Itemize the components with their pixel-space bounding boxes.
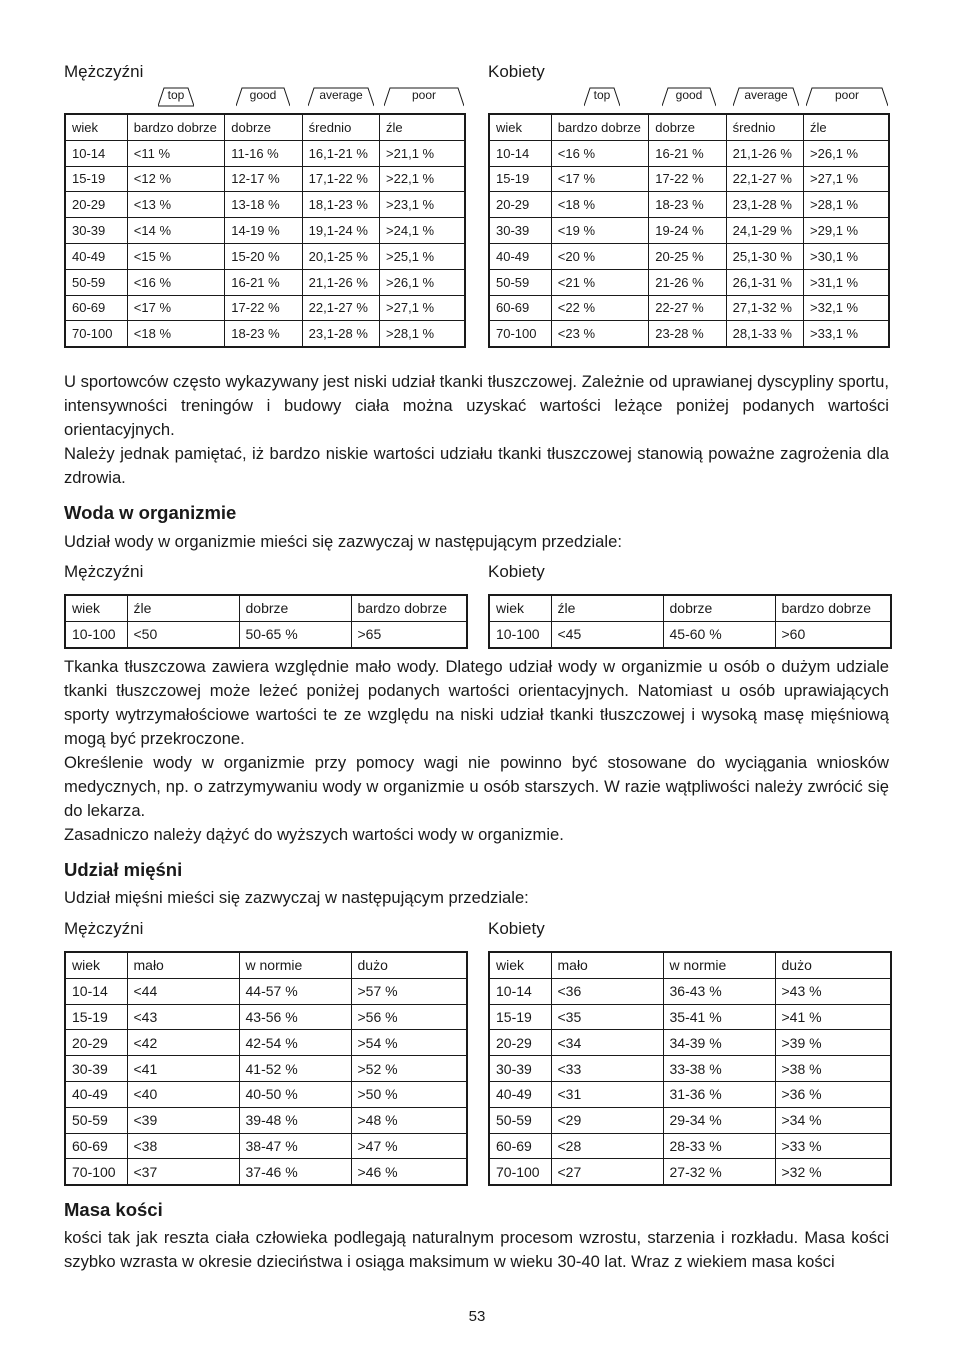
table-cell: 41-52 % — [239, 1056, 351, 1082]
table-cell: >31,1 % — [804, 269, 889, 295]
table-row — [65, 1159, 467, 1185]
table-row — [489, 243, 889, 269]
men-label: Mężczyźni — [64, 62, 144, 81]
column-header: w normie — [663, 952, 775, 978]
table-cell: 30-39 — [65, 218, 127, 244]
table-cell: 14-19 % — [225, 218, 302, 244]
table-cell: <35 — [551, 1004, 663, 1030]
table-cell: 19-24 % — [649, 218, 726, 244]
fat-women-rating-tabs — [488, 87, 890, 109]
muscle-men-label: Mężczyźni — [64, 919, 144, 938]
table-header-row — [65, 114, 465, 140]
water-men-label: Mężczyźni — [64, 562, 144, 581]
page-number: 53 — [468, 1308, 486, 1325]
table-header-row — [489, 114, 889, 140]
table-cell: 36-43 % — [663, 978, 775, 1004]
body-fat-men-table — [64, 113, 466, 348]
table-cell: 18,1-23 % — [302, 192, 379, 218]
table-cell: 27-32 % — [663, 1159, 775, 1185]
table-row — [489, 1159, 891, 1185]
water-men-table — [64, 594, 468, 649]
table-cell: >39 % — [775, 1030, 891, 1056]
table-cell: 60-69 — [489, 1133, 551, 1159]
table-cell: <36 — [551, 978, 663, 1004]
table-cell: <37 — [127, 1159, 239, 1185]
table-row — [65, 192, 465, 218]
table-cell: 28,1-33 % — [726, 321, 803, 347]
table-cell: <12 % — [127, 166, 224, 192]
table-cell: <14 % — [127, 218, 224, 244]
muscle-intro: Udział mięśni mieści się zazwyczaj w następującym przedziale: — [64, 888, 529, 907]
tab-good-label: good — [675, 88, 703, 102]
table-cell: >43 % — [775, 978, 891, 1004]
table-cell: 38-47 % — [239, 1133, 351, 1159]
table-cell: 20-29 — [65, 1030, 127, 1056]
table-row — [65, 1056, 467, 1082]
table-cell: >48 % — [351, 1107, 467, 1133]
body-fat-women-table — [488, 113, 890, 348]
table-cell: <45 — [551, 621, 663, 647]
table-cell: <42 — [127, 1030, 239, 1056]
table-cell: 23,1-28 % — [302, 321, 379, 347]
table-cell: 18-23 % — [225, 321, 302, 347]
table-cell: >33,1 % — [804, 321, 889, 347]
table-cell: >38 % — [775, 1056, 891, 1082]
table-cell: >47 % — [351, 1133, 467, 1159]
table-cell: <17 % — [127, 295, 224, 321]
table-cell: <34 — [551, 1030, 663, 1056]
table-cell: <41 — [127, 1056, 239, 1082]
table-cell: 10-100 — [65, 621, 127, 647]
table-row — [65, 1004, 467, 1030]
table-cell: 35-41 % — [663, 1004, 775, 1030]
table-cell: >26,1 % — [804, 140, 889, 166]
table-cell: 40-49 — [489, 1081, 551, 1107]
table-row — [489, 269, 889, 295]
table-cell: <16 % — [551, 140, 648, 166]
table-cell: 43-56 % — [239, 1004, 351, 1030]
table-cell: 20-29 — [65, 192, 127, 218]
table-cell: 50-59 — [65, 1107, 127, 1133]
table-cell: >28,1 % — [804, 192, 889, 218]
column-header: wiek — [489, 114, 551, 140]
tab-average — [308, 87, 374, 107]
table-cell: 60-69 — [65, 295, 127, 321]
table-cell: 15-19 — [65, 166, 127, 192]
tab-poor-label: poor — [411, 88, 437, 102]
table-row — [65, 1107, 467, 1133]
table-cell: 10-14 — [489, 140, 551, 166]
water-paragraph-1: Tkanka tłuszczowa zawiera względnie mało wody. Dlatego udział wody w organizmie u osób o dużym udziale tkanki tłuszczowej może leżeć poniżej podanych wartości orientacyjnych. Natomiast u osób uprawiających sporty wytrzymałościowe wartości te ze względu na niski udział tkanki tłuszczowej i wysoką masę mięśniową mogą być przekroczone. — [64, 657, 889, 748]
table-cell: >65 — [351, 621, 467, 647]
table-cell: 45-60 % — [663, 621, 775, 647]
tab-top-label: top — [593, 88, 611, 102]
table-cell: >36 % — [775, 1081, 891, 1107]
table-cell: 70-100 — [65, 321, 127, 347]
table-cell: 15-20 % — [225, 243, 302, 269]
water-paragraph-3: Zasadniczo należy dążyć do wyższych wartości wody w organizmie. — [64, 825, 564, 844]
table-cell: >27,1 % — [380, 295, 465, 321]
table-cell: >32 % — [775, 1159, 891, 1185]
table-cell: 40-50 % — [239, 1081, 351, 1107]
table-row — [489, 1030, 891, 1056]
table-cell: 27,1-32 % — [726, 295, 803, 321]
column-header: źle — [551, 595, 663, 621]
table-row — [65, 243, 465, 269]
table-cell: <38 — [127, 1133, 239, 1159]
table-cell: <43 — [127, 1004, 239, 1030]
table-cell: <44 — [127, 978, 239, 1004]
body-fat-paragraph-1: U sportowców często wykazywany jest niski udział tkanki tłuszczowej. Zależnie od uprawianej dyscypliny sportu, intensywności treningów i budowy ciała można uzyskać wartości leżące poniżej podanych wartości orientacyjnych. — [64, 372, 889, 439]
table-cell: <20 % — [551, 243, 648, 269]
table-cell: 33-38 % — [663, 1056, 775, 1082]
table-cell: 11-16 % — [225, 140, 302, 166]
table-cell: <15 % — [127, 243, 224, 269]
table-cell: >23,1 % — [380, 192, 465, 218]
tab-poor — [384, 87, 464, 107]
table-cell: >28,1 % — [380, 321, 465, 347]
table-row — [65, 140, 465, 166]
table-cell: 17-22 % — [649, 166, 726, 192]
table-row — [65, 269, 465, 295]
table-cell: >60 — [775, 621, 891, 647]
water-heading: Woda w organizmie — [64, 502, 237, 523]
column-header: wiek — [65, 952, 127, 978]
table-cell: 50-59 — [489, 1107, 551, 1133]
tab-good — [236, 87, 290, 107]
table-cell: <31 — [551, 1081, 663, 1107]
table-cell: >29,1 % — [804, 218, 889, 244]
table-cell: 20-29 — [489, 1030, 551, 1056]
table-row — [489, 1107, 891, 1133]
table-cell: >46 % — [351, 1159, 467, 1185]
table-cell: >30,1 % — [804, 243, 889, 269]
women-label: Kobiety — [488, 62, 545, 81]
table-row — [489, 192, 889, 218]
tab-good-label: good — [249, 88, 277, 102]
table-cell: <22 % — [551, 295, 648, 321]
table-cell: 23,1-28 % — [726, 192, 803, 218]
table-cell: 28-33 % — [663, 1133, 775, 1159]
table-cell: 13-18 % — [225, 192, 302, 218]
table-cell: <13 % — [127, 192, 224, 218]
table-cell: >50 % — [351, 1081, 467, 1107]
table-cell: <27 — [551, 1159, 663, 1185]
column-header: mało — [551, 952, 663, 978]
water-intro: Udział wody w organizmie mieści się zazwyczaj w następującym przedziale: — [64, 532, 622, 551]
table-cell: 40-49 — [65, 243, 127, 269]
table-row — [489, 1004, 891, 1030]
table-cell: 22,1-27 % — [726, 166, 803, 192]
tab-poor — [806, 87, 888, 107]
table-cell: <33 — [551, 1056, 663, 1082]
table-header-row — [489, 595, 891, 621]
table-cell: 17,1-22 % — [302, 166, 379, 192]
table-row — [65, 218, 465, 244]
table-cell: 26,1-31 % — [726, 269, 803, 295]
table-row — [65, 321, 465, 347]
table-row — [489, 1133, 891, 1159]
water-paragraph-2: Określenie wody w organizmie przy pomocy wagi nie powinno być stosowane do wyciągania wniosków medycznych, np. o zatrzymywaniu wody w organizmie u osób starszych. W razie wątpliwości należy zwrócić się do lekarza. — [64, 753, 889, 820]
tab-poor-label: poor — [834, 88, 860, 102]
table-row — [489, 978, 891, 1004]
table-cell: 20-29 — [489, 192, 551, 218]
column-header: dobrze — [649, 114, 726, 140]
column-header: dobrze — [239, 595, 351, 621]
table-cell: 16-21 % — [649, 140, 726, 166]
table-row — [65, 1133, 467, 1159]
muscle-men-table — [64, 951, 468, 1186]
table-cell: 40-49 — [489, 243, 551, 269]
table-cell: <17 % — [551, 166, 648, 192]
water-women-label: Kobiety — [488, 562, 545, 581]
table-row — [489, 1056, 891, 1082]
table-cell: <40 — [127, 1081, 239, 1107]
table-cell: >24,1 % — [380, 218, 465, 244]
table-cell: >32,1 % — [804, 295, 889, 321]
table-cell: 50-59 — [489, 269, 551, 295]
column-header: bardzo dobrze — [127, 114, 224, 140]
table-cell: 19,1-24 % — [302, 218, 379, 244]
table-row — [65, 621, 467, 647]
table-row — [489, 621, 891, 647]
table-cell: >41 % — [775, 1004, 891, 1030]
table-row — [65, 978, 467, 1004]
table-cell: 10-14 — [65, 140, 127, 166]
water-women-table — [488, 594, 892, 649]
table-cell: 40-49 — [65, 1081, 127, 1107]
table-cell: 17-22 % — [225, 295, 302, 321]
column-header: bardzo dobrze — [775, 595, 891, 621]
table-cell: >33 % — [775, 1133, 891, 1159]
table-row — [65, 1081, 467, 1107]
table-cell: >26,1 % — [380, 269, 465, 295]
column-header: średnio — [726, 114, 803, 140]
column-header: średnio — [302, 114, 379, 140]
table-cell: 10-100 — [489, 621, 551, 647]
table-cell: >25,1 % — [380, 243, 465, 269]
column-header: wiek — [65, 114, 127, 140]
column-header: wiek — [65, 595, 127, 621]
table-cell: <23 % — [551, 321, 648, 347]
table-cell: <29 — [551, 1107, 663, 1133]
table-cell: 30-39 — [489, 218, 551, 244]
column-header: źle — [127, 595, 239, 621]
table-cell: 21,1-26 % — [726, 140, 803, 166]
table-cell: 12-17 % — [225, 166, 302, 192]
column-header: mało — [127, 952, 239, 978]
table-row — [489, 166, 889, 192]
tab-top — [158, 87, 194, 107]
body-fat-paragraph-2: Należy jednak pamiętać, iż bardzo niskie wartości udziału tkanki tłuszczowej stanowią poważne zagrożenia dla zdrowia. — [64, 444, 889, 487]
column-header: wiek — [489, 952, 551, 978]
table-cell: 10-14 — [65, 978, 127, 1004]
table-cell: 25,1-30 % — [726, 243, 803, 269]
tab-average-label: average — [319, 88, 363, 102]
table-cell: 18-23 % — [649, 192, 726, 218]
column-header: wiek — [489, 595, 551, 621]
table-cell: 60-69 — [65, 1133, 127, 1159]
table-cell: 37-46 % — [239, 1159, 351, 1185]
table-cell: 20,1-25 % — [302, 243, 379, 269]
table-cell: >56 % — [351, 1004, 467, 1030]
column-header: dużo — [351, 952, 467, 978]
table-cell: <19 % — [551, 218, 648, 244]
table-cell: >54 % — [351, 1030, 467, 1056]
table-row — [65, 1030, 467, 1056]
table-cell: <39 — [127, 1107, 239, 1133]
bone-paragraph: kości tak jak reszta ciała człowieka podlegają naturalnym procesom wzrostu, starzenia i rozkładu. Masa kości szybko wzrasta w okresie dzieciństwa i osiąga maksimum w wieku 30-40 lat. Wraz z wiekiem masa kości — [64, 1228, 889, 1271]
fat-men-rating-tabs — [64, 87, 466, 109]
column-header: źle — [804, 114, 889, 140]
table-cell: <50 — [127, 621, 239, 647]
water-notes — [64, 655, 889, 847]
table-cell: 39-48 % — [239, 1107, 351, 1133]
table-cell: >21,1 % — [380, 140, 465, 166]
table-cell: 23-28 % — [649, 321, 726, 347]
muscle-women-table — [488, 951, 892, 1186]
table-cell: >22,1 % — [380, 166, 465, 192]
table-cell: 16-21 % — [225, 269, 302, 295]
tab-top — [584, 87, 620, 107]
table-cell: 24,1-29 % — [726, 218, 803, 244]
column-header: dużo — [775, 952, 891, 978]
table-header-row — [65, 952, 467, 978]
table-cell: <11 % — [127, 140, 224, 166]
column-header: bardzo dobrze — [551, 114, 648, 140]
column-header: bardzo dobrze — [351, 595, 467, 621]
table-cell: 44-57 % — [239, 978, 351, 1004]
table-cell: 15-19 — [65, 1004, 127, 1030]
table-cell: 34-39 % — [663, 1030, 775, 1056]
table-cell: 50-65 % — [239, 621, 351, 647]
body-fat-notes — [64, 370, 889, 490]
table-cell: 30-39 — [489, 1056, 551, 1082]
tab-average-label: average — [744, 88, 788, 102]
table-cell: 70-100 — [489, 1159, 551, 1185]
table-cell: <16 % — [127, 269, 224, 295]
table-header-row — [65, 595, 467, 621]
table-cell: 31-36 % — [663, 1081, 775, 1107]
table-cell: <18 % — [551, 192, 648, 218]
table-cell: 10-14 — [489, 978, 551, 1004]
table-cell: 22-27 % — [649, 295, 726, 321]
table-row — [489, 321, 889, 347]
table-cell: 29-34 % — [663, 1107, 775, 1133]
column-header: dobrze — [663, 595, 775, 621]
table-cell: 21-26 % — [649, 269, 726, 295]
table-cell: 20-25 % — [649, 243, 726, 269]
table-row — [489, 295, 889, 321]
table-cell: 70-100 — [489, 321, 551, 347]
table-cell: <21 % — [551, 269, 648, 295]
table-cell: 30-39 — [65, 1056, 127, 1082]
tab-top-label: top — [167, 88, 185, 102]
tab-average — [733, 87, 799, 107]
table-cell: <18 % — [127, 321, 224, 347]
table-cell: >27,1 % — [804, 166, 889, 192]
table-cell: 50-59 — [65, 269, 127, 295]
table-row — [489, 218, 889, 244]
table-row — [65, 295, 465, 321]
table-cell: 42-54 % — [239, 1030, 351, 1056]
table-cell: >57 % — [351, 978, 467, 1004]
muscle-women-label: Kobiety — [488, 919, 545, 938]
table-header-row — [489, 952, 891, 978]
bone-heading: Masa kości — [64, 1199, 163, 1220]
table-cell: 60-69 — [489, 295, 551, 321]
table-cell: >34 % — [775, 1107, 891, 1133]
table-cell: 21,1-26 % — [302, 269, 379, 295]
table-cell: >52 % — [351, 1056, 467, 1082]
muscle-heading: Udział mięśni — [64, 859, 183, 880]
table-row — [65, 166, 465, 192]
table-row — [489, 1081, 891, 1107]
column-header: w normie — [239, 952, 351, 978]
column-header: dobrze — [225, 114, 302, 140]
tab-good — [662, 87, 716, 107]
table-cell: <28 — [551, 1133, 663, 1159]
table-cell: 15-19 — [489, 166, 551, 192]
table-cell: 16,1-21 % — [302, 140, 379, 166]
table-cell: 22,1-27 % — [302, 295, 379, 321]
table-cell: 70-100 — [65, 1159, 127, 1185]
column-header: źle — [380, 114, 465, 140]
table-row — [489, 140, 889, 166]
table-cell: 15-19 — [489, 1004, 551, 1030]
